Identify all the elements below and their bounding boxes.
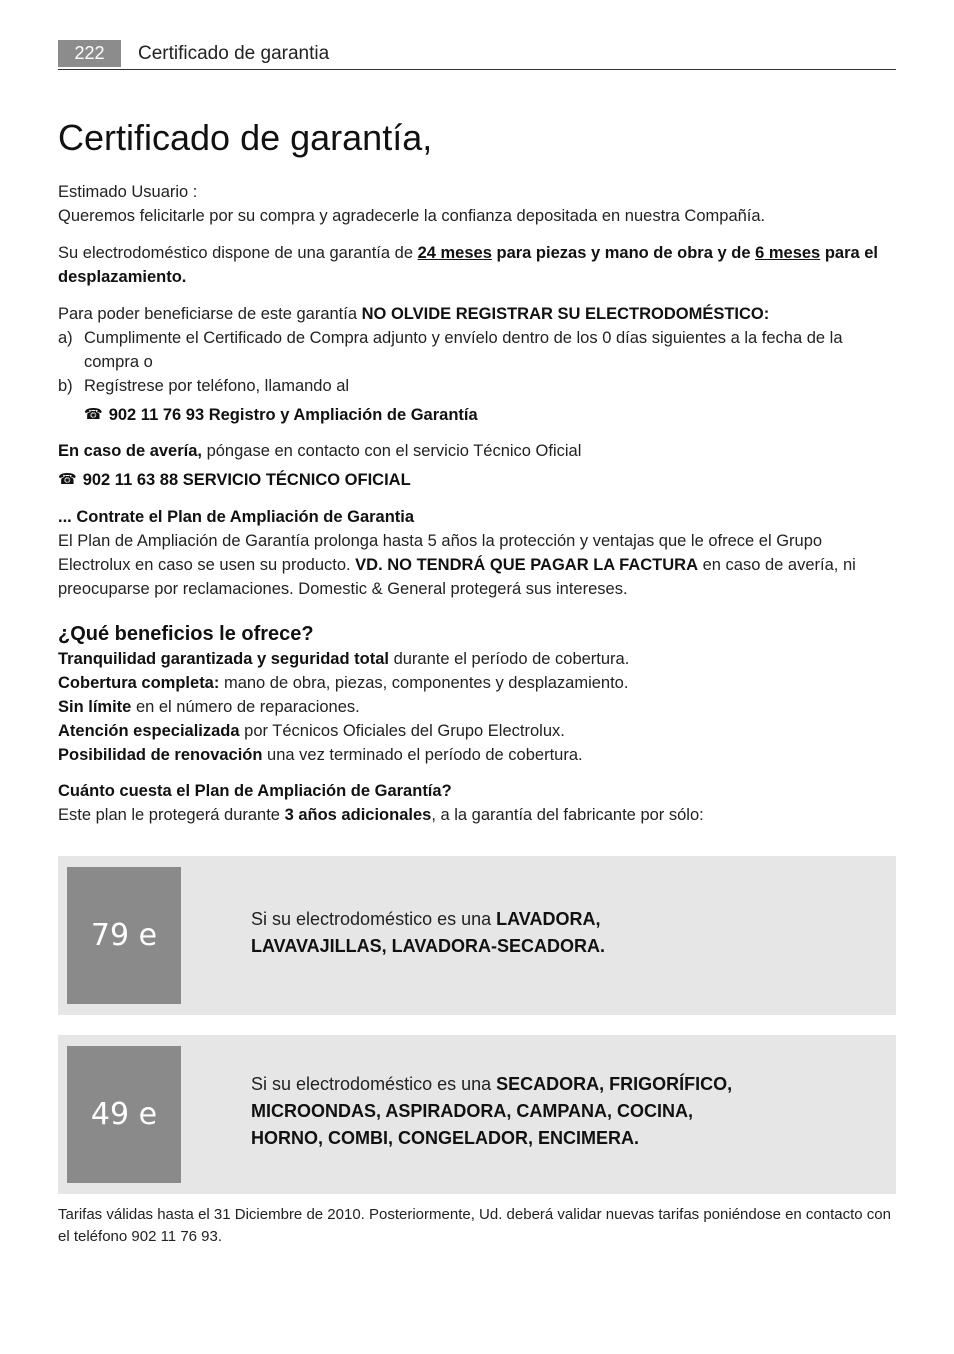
warranty-months-travel: 6 meses bbox=[755, 244, 821, 262]
list-marker: a) bbox=[58, 329, 73, 347]
footnote: Tarifas válidas hasta el 31 Diciembre de 2010. Posteriormente, Ud. deberá validar nuevas tarifas poniéndose en contacto con el teléfono 902 11 76 93. bbox=[58, 1206, 891, 1245]
document-title: Certificado de garantía, bbox=[58, 117, 433, 158]
service-phone bbox=[58, 468, 896, 492]
benefit-text: en el número de reparaciones. bbox=[131, 698, 360, 716]
price-description bbox=[251, 1071, 732, 1152]
appliance-list: LAVAVAJILLAS, LAVADORA-SECADORA. bbox=[251, 936, 605, 956]
appliance-list: SECADORA, FRIGORÍFICO, bbox=[496, 1074, 733, 1094]
benefit-title: Cobertura completa: bbox=[58, 674, 220, 692]
cost-bold: 3 años adicionales bbox=[284, 806, 432, 824]
appliance-list: MICROONDAS, ASPIRADORA, CAMPANA, COCINA, bbox=[251, 1101, 694, 1121]
price-text: Si su electrodoméstico es una bbox=[251, 1074, 497, 1094]
plan-bold: VD. NO TENDRÁ QUE PAGAR LA FACTURA bbox=[355, 556, 699, 574]
benefit-title: Atención especializada bbox=[58, 722, 240, 740]
warranty-text-end: para el desplazamiento. bbox=[58, 244, 879, 286]
breakdown-paragraph bbox=[58, 439, 896, 463]
cost-text: Este plan le protegerá durante bbox=[58, 806, 285, 824]
register-bold: NO OLVIDE REGISTRAR SU ELECTRODOMÉSTICO: bbox=[361, 305, 770, 323]
price-box-79 bbox=[58, 856, 896, 1015]
greeting: Estimado Usuario : bbox=[58, 183, 198, 201]
registration-phone-number: 902 11 76 93 Registro y Ampliación de Garantía bbox=[108, 406, 478, 424]
price-description bbox=[251, 906, 605, 960]
page-header bbox=[58, 40, 896, 70]
price-tag: 49 e bbox=[67, 1046, 181, 1183]
benefit-text: una vez terminado el período de cobertura. bbox=[262, 746, 583, 764]
price-text: Si su electrodoméstico es una bbox=[251, 909, 497, 929]
benefit-item bbox=[58, 743, 896, 767]
breakdown-text: póngase en contacto con el servicio Técnico Oficial bbox=[202, 442, 582, 460]
benefit-title: Posibilidad de renovación bbox=[58, 746, 263, 764]
thanks-paragraph: Queremos felicitarle por su compra y agradecerle la confianza depositada en nuestra Compañía. bbox=[58, 207, 766, 225]
benefit-title: Tranquilidad garantizada y seguridad total bbox=[58, 650, 389, 668]
cost-text-end: , a la garantía del fabricante por sólo: bbox=[431, 806, 704, 824]
running-header-title: Certificado de garantia bbox=[138, 43, 330, 64]
breakdown-bold: En caso de avería, bbox=[58, 442, 202, 460]
benefit-text: mano de obra, piezas, componentes y desplazamiento. bbox=[219, 674, 629, 692]
benefit-title: Sin límite bbox=[58, 698, 132, 716]
page-number: 222 bbox=[58, 40, 121, 67]
plan-paragraph bbox=[58, 529, 896, 601]
plan-text: El Plan de Ampliación de Garantía prolonga hasta 5 años la protección y ventajas que le ofrece el Grupo Electrolux en caso se usen su producto. bbox=[58, 532, 823, 574]
cost-heading: Cuánto cuesta el Plan de Ampliación de Garantía? bbox=[58, 782, 452, 800]
benefit-item bbox=[58, 695, 896, 719]
register-text: Para poder beneficiarse de este garantía bbox=[58, 305, 362, 323]
cost-paragraph bbox=[58, 803, 896, 827]
list-item-text: Cumplimente el Certificado de Compra adjunto y envíelo dentro de los 0 días siguientes a la fecha de la compra o bbox=[84, 329, 843, 371]
plan-text-end: en caso de avería, ni preocuparse por reclamaciones. Domestic & General protegerá sus intereses. bbox=[58, 556, 856, 598]
benefit-item bbox=[58, 647, 896, 671]
warranty-months-parts: 24 meses bbox=[417, 244, 492, 262]
list-item-text: Regístrese por teléfono, llamando al bbox=[84, 377, 350, 395]
main-content bbox=[58, 180, 896, 827]
list-item bbox=[58, 374, 896, 398]
registration-phone bbox=[58, 403, 896, 427]
price-box-49 bbox=[58, 1035, 896, 1194]
benefits-list bbox=[58, 647, 896, 767]
benefit-item bbox=[58, 719, 896, 743]
benefit-item bbox=[58, 671, 896, 695]
list-marker: b) bbox=[58, 377, 73, 395]
warranty-paragraph bbox=[58, 241, 896, 289]
list-item bbox=[58, 326, 896, 374]
register-paragraph bbox=[58, 302, 896, 326]
warranty-text: Su electrodoméstico dispone de una garantía de bbox=[58, 244, 418, 262]
warranty-text-bold: para piezas y mano de obra y de bbox=[491, 244, 756, 262]
telephone-icon: ☎ bbox=[84, 406, 103, 423]
plan-heading: ... Contrate el Plan de Ampliación de Garantia bbox=[58, 508, 415, 526]
benefit-text: por Técnicos Oficiales del Grupo Electrolux. bbox=[239, 722, 565, 740]
telephone-icon: ☎ bbox=[58, 471, 77, 488]
price-tag: 79 e bbox=[67, 867, 181, 1004]
benefits-heading: ¿Qué beneficios le ofrece? bbox=[58, 623, 314, 645]
service-phone-number: 902 11 63 88 SERVICIO TÉCNICO OFICIAL bbox=[82, 471, 411, 489]
benefit-text: durante el período de cobertura. bbox=[388, 650, 630, 668]
appliance-list: HORNO, COMBI, CONGELADOR, ENCIMERA. bbox=[251, 1128, 640, 1148]
appliance-list: LAVADORA, bbox=[496, 909, 601, 929]
